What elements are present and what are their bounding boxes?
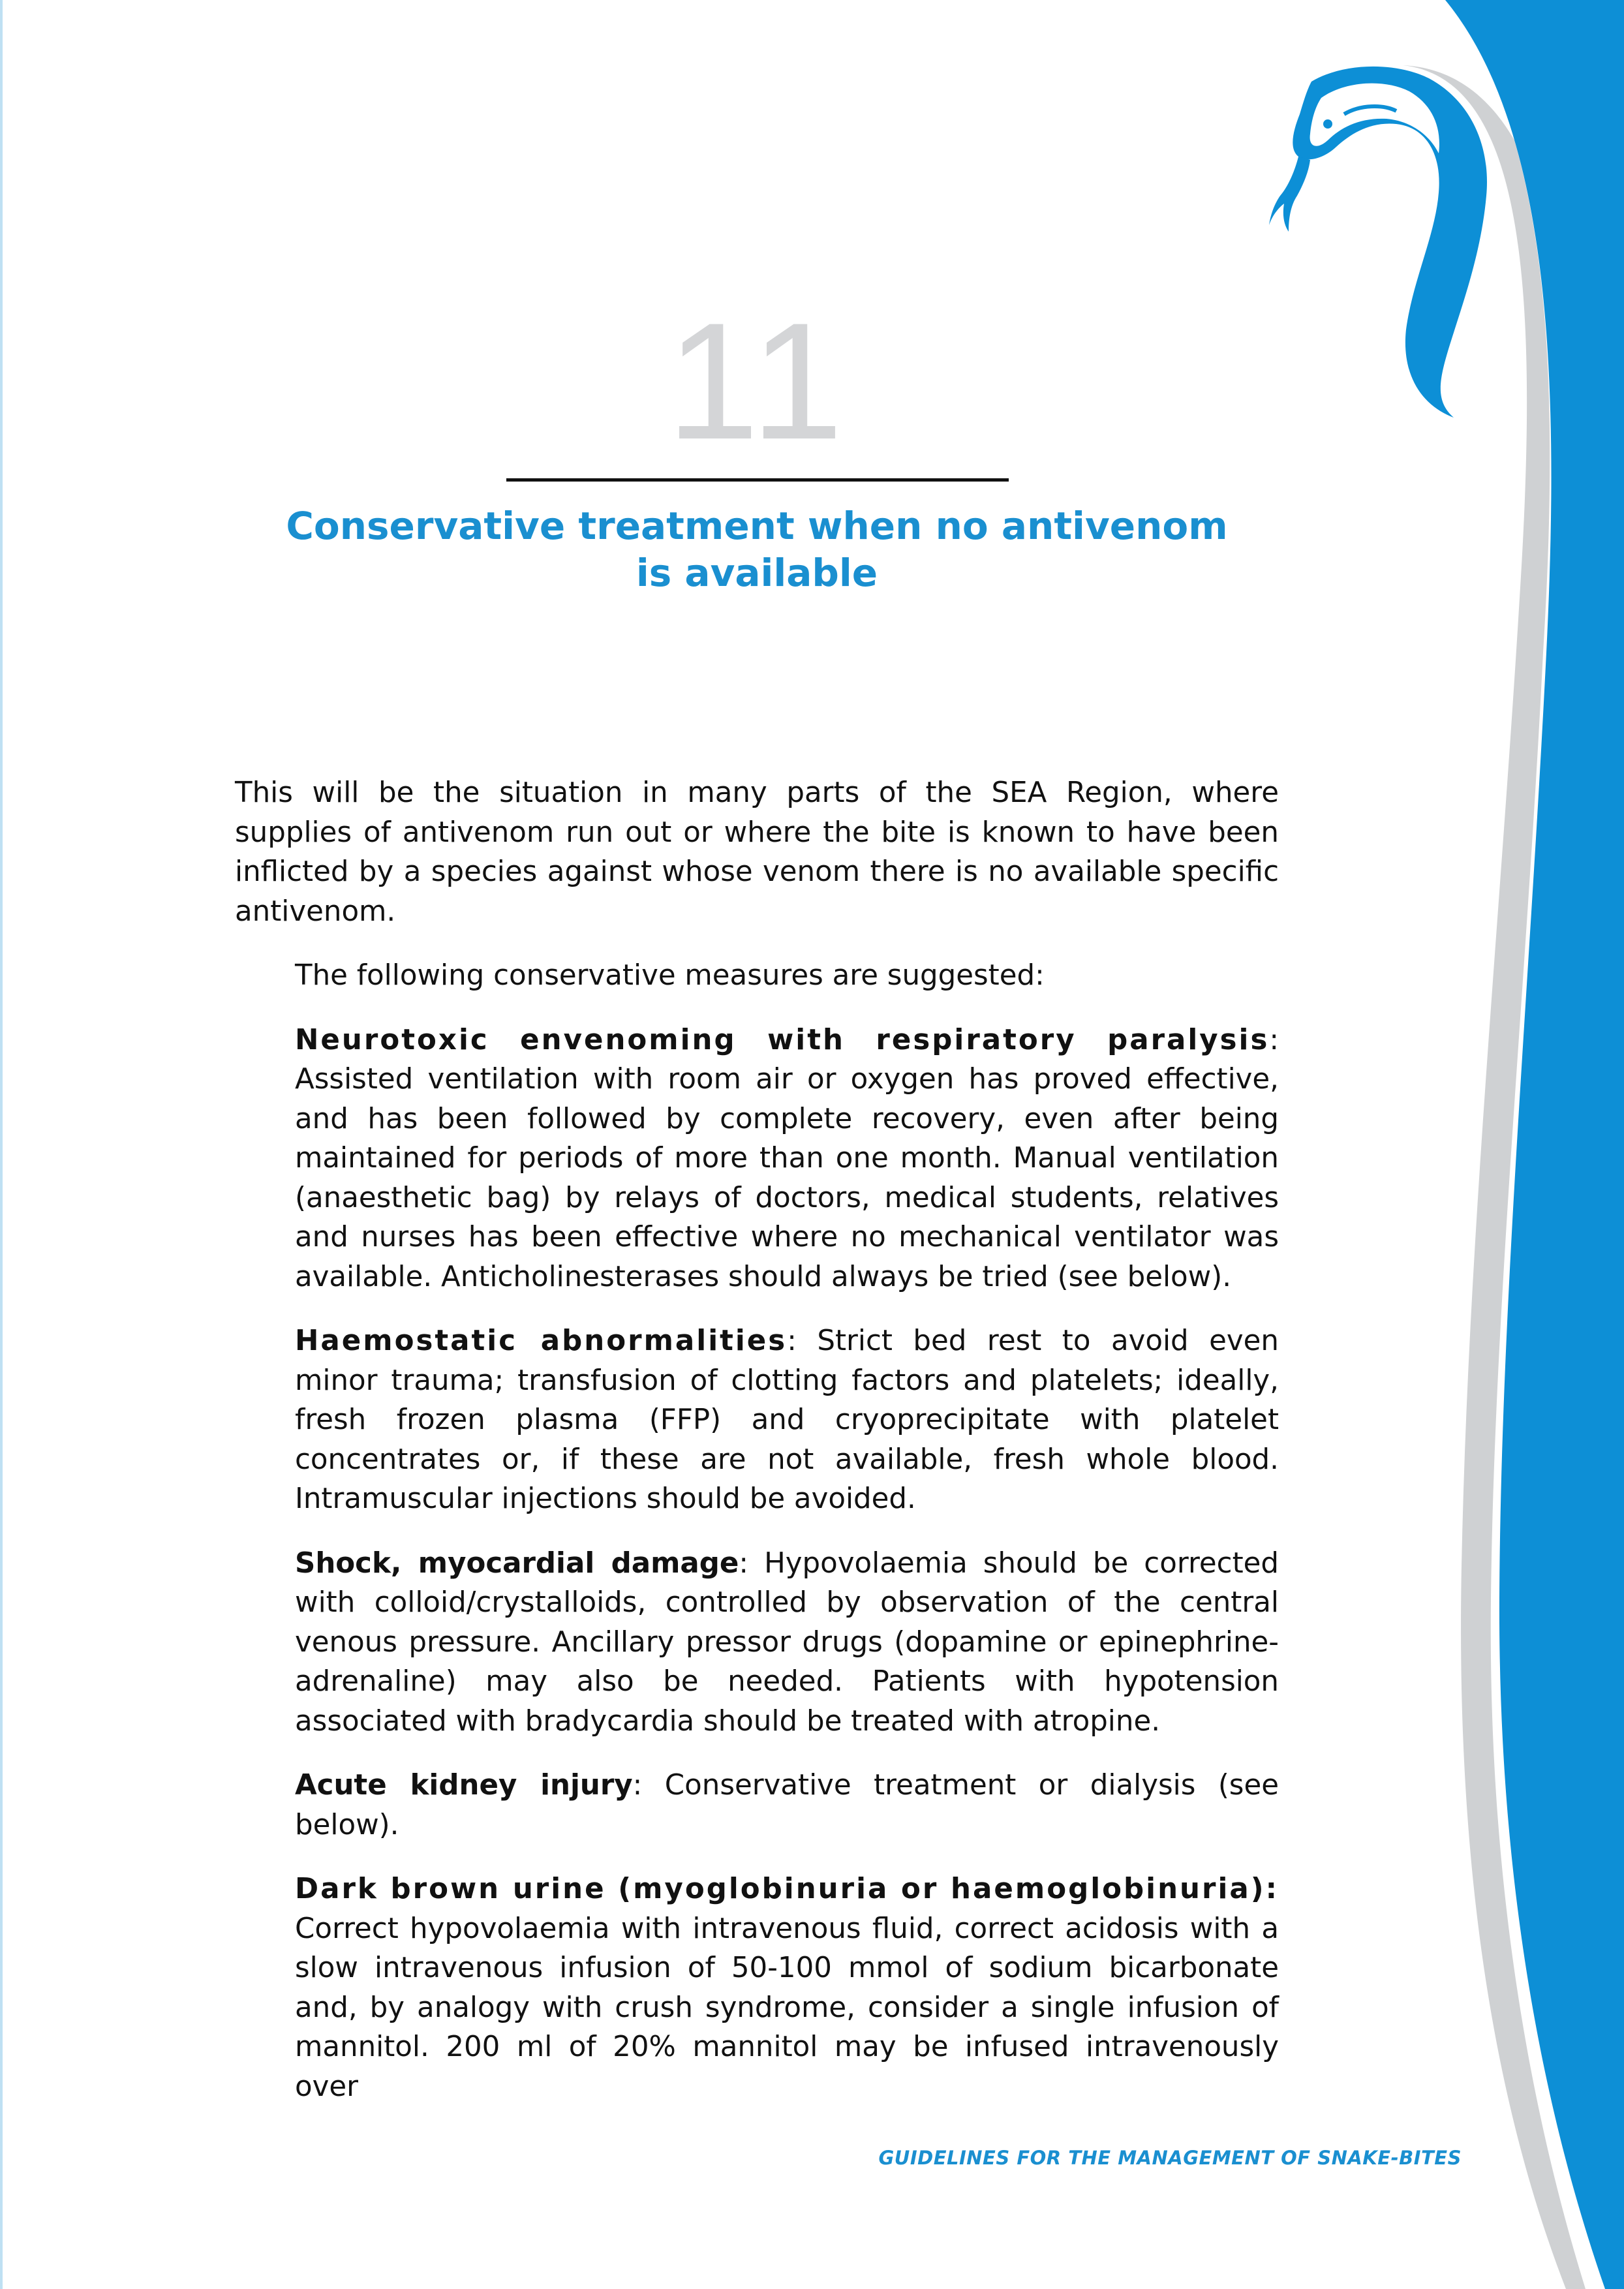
measure-dark-urine	[295, 1869, 1279, 2106]
running-footer: GUIDELINES FOR THE MANAGEMENT OF SNAKE-BITES	[878, 2147, 1462, 2169]
intro-paragraph: This will be the situation in many parts of the SEA Region, where supplies of antivenom run out or where the bite is known to have been inflicted by a species against whose venom there is no available specific antivenom.	[235, 776, 1279, 928]
measure-shock	[295, 1544, 1279, 1742]
measure-text: : Hypovolaemia should be corrected with colloid/crystalloids, controlled by observation of the central venous pressure. Ancillary pressor drugs (dopamine or epinephrine-adrenaline) may also be needed. Patients with hypotension associated with bradycardia should be treated with atropine.	[295, 1546, 1279, 1738]
measure-text: : Conservative treatment or dialysis (see below).	[295, 1769, 1279, 1841]
measure-text: : Strict bed rest to avoid even minor trauma; transfusion of clotting factors and platelets; ideally, fresh frozen plasma (FFP) and cryoprecipitate with platelet concentrates or, if these are not available, fresh whole blood. Intramuscular injections should be avoided.	[295, 1325, 1279, 1515]
cobra-logo-icon	[1269, 67, 1487, 418]
chapter-title	[222, 502, 1292, 596]
chapter-rule	[506, 478, 1009, 482]
measure-term: Acute kidney injury	[295, 1769, 633, 1802]
measure-text: : Assisted ventilation with room air or oxygen has proved effective, and has been followed by complete recovery, even after being maintained for periods of more than one month. Manual ventilation (anaesthetic bag) by relays of doctors, medical students, relatives and nurses has been effective where no mechanical ventilator was available. Anticholinesterases should always be tried (see below).	[295, 1023, 1279, 1293]
measure-text: Correct hypovolaemia with intravenous fluid, correct acidosis with a slow intravenous infusion of 50-100 mmol of sodium bicarbonate and, by analogy with crush syndrome, consider a single infusion of mannitol. 200 ml of 20% mannitol may be infused intravenously over	[295, 1912, 1279, 2103]
chapter-number: 11	[666, 288, 848, 474]
measure-term: Shock, myocardial damage	[295, 1546, 739, 1580]
measure-neurotoxic	[295, 1021, 1279, 1297]
measures-block	[235, 956, 1279, 2106]
chapter-title-line-1: Conservative treatment when no antivenom	[286, 504, 1228, 548]
measure-kidney	[295, 1766, 1279, 1845]
measure-term: Dark brown urine (myoglobinuria or haemoglobinuria):	[295, 1873, 1279, 1905]
chapter-body	[235, 773, 1279, 2106]
chapter-title-line-2: is available	[636, 551, 878, 595]
measure-haemostatic	[295, 1321, 1279, 1519]
lead-sentence: The following conservative measures are suggested:	[295, 959, 1045, 992]
measure-term: Neurotoxic envenoming with respiratory paralysis	[295, 1023, 1270, 1056]
left-edge-rule	[0, 0, 3, 2289]
measure-term: Haemostatic abnormalities	[295, 1325, 788, 1357]
